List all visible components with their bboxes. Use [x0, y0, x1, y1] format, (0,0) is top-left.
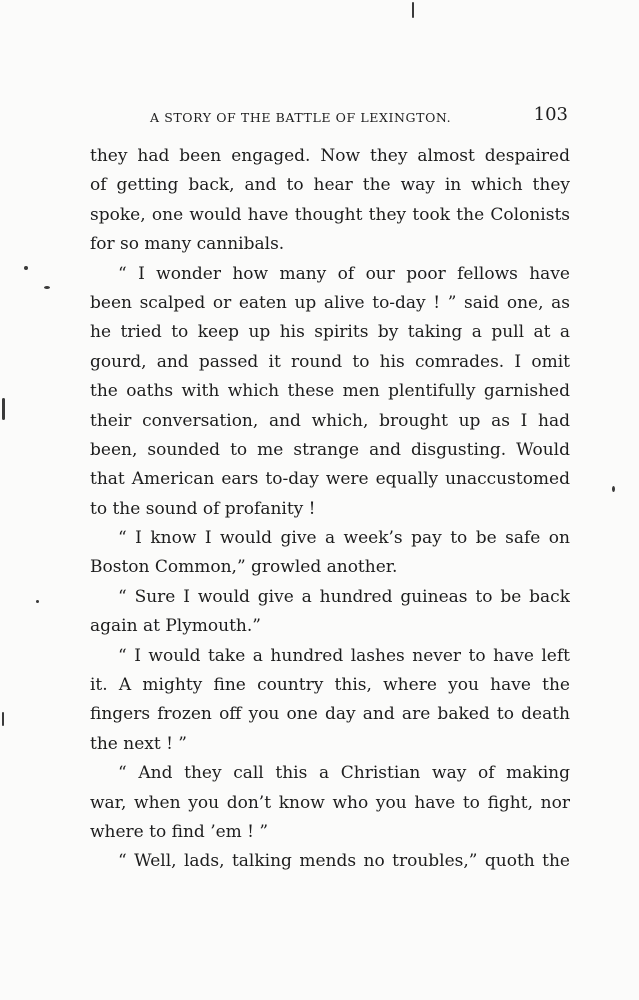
text-line: for so many cannibals. [90, 234, 285, 255]
text-line: gourd, and passed it round to his comrades. I omit [90, 351, 570, 372]
text-line: “ I know I would give a week’s pay to be safe on [118, 528, 570, 549]
print-speck [2, 398, 5, 420]
text-line: where to find ’em ! ” [90, 821, 269, 842]
text-line: of getting back, and to hear the way in which they [90, 175, 570, 196]
text-line: the oaths with which these men plentifully garnished [90, 381, 570, 402]
text-line: Boston Common,” growled another. [90, 557, 398, 578]
print-speck [36, 600, 39, 603]
print-speck [412, 2, 414, 18]
text-line: been, sounded to me strange and disgusting. Would [90, 439, 570, 460]
text-line: again at Plymouth.” [90, 616, 261, 637]
running-title: A STORY OF THE BATTLE OF LEXINGTON. [150, 110, 452, 125]
text-line: fingers frozen off you one day and are baked to death [90, 704, 570, 725]
print-speck [612, 486, 615, 492]
text-line: “ I wonder how many of our poor fellows have [118, 263, 570, 284]
text-line: that American ears to-day were equally unaccustomed [90, 469, 570, 490]
body-text [90, 142, 570, 877]
running-head [90, 104, 570, 130]
text-line: it. A mighty fine country this, where you have the [90, 675, 570, 696]
text-line: been scalped or eaten up alive to-day ! ” said one, as [90, 292, 570, 313]
page-number: 103 [533, 104, 568, 125]
text-line: they had been engaged. Now they almost despaired [90, 146, 570, 166]
text-line: “ Well, lads, talking mends no troubles,” quoth the [118, 851, 570, 872]
text-line: the next ! ” [90, 733, 188, 754]
print-speck [2, 712, 4, 726]
text-line: he tried to keep up his spirits by taking a pull at a [90, 322, 570, 343]
text-line: their conversation, and which, brought up as I had [90, 410, 570, 431]
text-line: “ And they call this a Christian way of making [118, 763, 570, 784]
text-line: “ Sure I would give a hundred guineas to be back [118, 586, 570, 607]
print-speck [24, 266, 28, 270]
text-line: “ I would take a hundred lashes never to have left [118, 645, 570, 666]
text-line: spoke, one would have thought they took the Colonists [90, 204, 570, 225]
print-speck [44, 286, 50, 289]
text-line: war, when you don’t know who you have to fight, nor [90, 792, 570, 813]
text-line: to the sound of profanity ! [90, 498, 316, 519]
